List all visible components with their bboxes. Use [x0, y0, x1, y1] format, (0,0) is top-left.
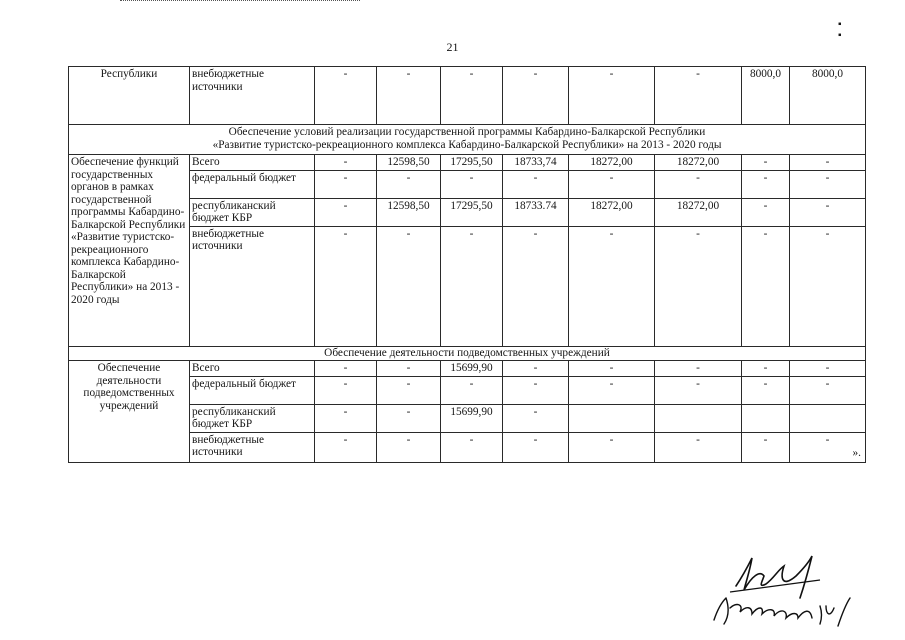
value-cell: - [377, 432, 441, 462]
value-cell: 12598,50 [377, 198, 441, 226]
value-cell: - [742, 376, 790, 404]
value-cell: - [503, 67, 569, 125]
org-cell: Республики [69, 67, 190, 125]
value-cell: - [569, 170, 655, 198]
value-cell: 17295,50 [441, 198, 503, 226]
value-cell: - [742, 432, 790, 462]
section-heading-row [69, 346, 866, 361]
value-cell: - [315, 170, 377, 198]
value-cell: - [742, 361, 790, 377]
section-heading: Обеспечение деятельности подведомственных учреждений [69, 346, 866, 361]
value-cell [742, 404, 790, 432]
value-cell: 18733,74 [503, 155, 569, 171]
value-cell: - [377, 404, 441, 432]
value-cell: 15699,90 [441, 361, 503, 377]
source-cell: республиканский бюджет КБР [190, 198, 315, 226]
value-cell: - [503, 226, 569, 346]
value-cell: - [655, 376, 742, 404]
value-cell: - [315, 376, 377, 404]
value-cell: - [441, 226, 503, 346]
source-cell: федеральный бюджет [190, 170, 315, 198]
value-cell: 12598,50 [377, 155, 441, 171]
value-cell: - [441, 170, 503, 198]
source-cell: республиканский бюджет КБР [190, 404, 315, 432]
value-cell: - [315, 67, 377, 125]
value-cell: - [655, 170, 742, 198]
value-cell [655, 404, 742, 432]
value-cell: 8000,0 [742, 67, 790, 125]
value-cell: 15699,90 [441, 404, 503, 432]
value-cell: - [377, 67, 441, 125]
value-cell: 18272,00 [569, 198, 655, 226]
source-cell: внебюджетные источники [190, 226, 315, 346]
value-cell: - [441, 376, 503, 404]
org-cell: Обеспечение деятельности подведомственных учреждений [69, 361, 190, 463]
value-cell: - [503, 432, 569, 462]
value-cell: - [790, 170, 866, 198]
section-heading-row [69, 125, 866, 155]
value-cell: - [503, 376, 569, 404]
budget-table [68, 66, 866, 463]
handwritten-signature [700, 548, 880, 628]
value-cell: - [315, 155, 377, 171]
value-cell: - [569, 376, 655, 404]
source-cell: Всего [190, 361, 315, 377]
value-cell [790, 404, 866, 432]
value-cell: - [742, 155, 790, 171]
value-cell: - [315, 226, 377, 346]
value-cell: - [315, 198, 377, 226]
value-cell: - [503, 404, 569, 432]
section-heading-line: Обеспечение условий реализации государственной программы Кабардино-Балкарской Республики [228, 126, 706, 138]
value-cell: - [790, 155, 866, 171]
source-cell: Всего [190, 155, 315, 171]
org-cell: Обеспечение функций государственных органов в рамках государственной программы Кабардино-Балкарской Республики «Развитие туристско-рекреационного комплекса Кабардино-Балкарской Республики» на 2013 - 2020 годы [69, 155, 190, 347]
closing-quote: ». [852, 447, 861, 459]
value-cell: - [569, 432, 655, 462]
value-cell: 18272,00 [655, 155, 742, 171]
value-cell: - [377, 226, 441, 346]
source-cell: федеральный бюджет [190, 376, 315, 404]
value-cell: - [742, 170, 790, 198]
value-cell: 18272,00 [655, 198, 742, 226]
value-cell: 17295,50 [441, 155, 503, 171]
value-cell: - [503, 170, 569, 198]
value-cell: 18733.74 [503, 198, 569, 226]
source-cell: внебюджетные источники [190, 67, 315, 125]
value-cell: - [315, 404, 377, 432]
value-cell: - [655, 67, 742, 125]
value-cell: - [377, 170, 441, 198]
value-cell: 18272,00 [569, 155, 655, 171]
value-cell: - [790, 361, 866, 377]
value-cell: - [742, 226, 790, 346]
value-cell: - [790, 198, 866, 226]
value-cell: - [315, 432, 377, 462]
section-heading-line: «Развитие туристско-рекреационного комплекса Кабардино-Балкарской Республики» на 2013 - 2020 годы [212, 138, 722, 151]
value-cell: - [655, 432, 742, 462]
value-cell: - [441, 432, 503, 462]
corner-marks: ▪ ▪ [838, 19, 872, 41]
scan-artifact-line [120, 0, 360, 4]
table-row [69, 67, 866, 125]
value-cell: - [441, 67, 503, 125]
value-cell: - [569, 226, 655, 346]
value-cell: 8000,0 [790, 67, 866, 125]
value-cell: - [503, 361, 569, 377]
value-cell [569, 404, 655, 432]
value-cell: - [377, 361, 441, 377]
table-row [69, 361, 866, 377]
value-cell: - [569, 361, 655, 377]
value-cell: - [569, 67, 655, 125]
page-number: 21 [446, 40, 459, 54]
value-cell: - [742, 198, 790, 226]
value-cell [790, 432, 866, 462]
section-heading [69, 125, 866, 155]
value-cell: - [655, 361, 742, 377]
source-cell: внебюджетные источники [190, 432, 315, 462]
table-row [69, 155, 866, 171]
value-cell: - [315, 361, 377, 377]
value-cell: - [790, 376, 866, 404]
value-cell: - [377, 376, 441, 404]
value-cell: - [790, 226, 866, 346]
value-cell: - [655, 226, 742, 346]
value-text: - [825, 433, 830, 446]
